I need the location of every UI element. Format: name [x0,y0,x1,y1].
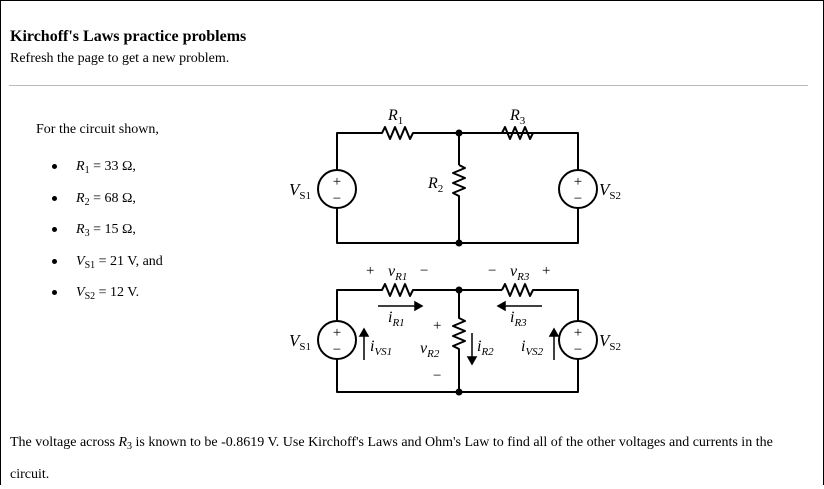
bottom-wire [337,207,578,243]
problem-statement: The voltage across $R_3$ is known to be -0.8619 V. Use Kirchoff's Laws and Ohm's Law to find all of the other voltages and currents in the circuit. [10,435,773,482]
param-value: = 12 V. [95,285,140,300]
param-subscript: 3 [84,228,90,239]
a-vs1-minus: − [332,342,342,358]
arrowhead-ivs2 [550,329,558,336]
param-symbol: R [76,159,85,174]
label-vr2: $v_{R2}$ [420,340,440,360]
param-symbol: V [76,285,85,300]
label-ir1: $i_{R1}$ [388,309,405,329]
arrowhead-ir1 [415,302,422,310]
a-label-vs1: $V_{S1}$ [289,331,312,353]
statement-symbol: R [118,435,128,450]
annotated-circuit-wires [318,284,597,392]
a-bottom-wire [337,359,578,392]
param-subscript: 1 [84,165,90,176]
label-r3: $R_3$ [510,107,526,127]
param-subscript: S1 [84,259,96,271]
vs2-plus: + [573,174,583,190]
vr1-plus: + [366,263,375,279]
vr2-minus: − [433,368,442,384]
param-symbol: V [76,253,85,269]
node-bottom [456,240,463,247]
param-symbol: R [76,222,85,237]
arrowhead-ir2 [468,357,476,364]
param-value: = 21 V, and [95,253,163,269]
problem-intro: For the circuit shown, [36,122,159,137]
param-value: = 15 Ω, [89,222,136,237]
label-ivs1: $i_{VS1}$ [370,338,393,358]
page-title: Kirchoff's Laws practice problems [10,28,247,45]
vs2-minus: − [573,191,583,207]
vr2-plus: + [433,318,442,334]
label-vs1: $V_{S1}$ [289,180,312,202]
page-subtitle: Refresh the page to get a new problem. [10,51,230,66]
param-subscript: 2 [84,196,90,208]
a-vs1-plus: + [332,325,342,341]
label-vs2: $V_{S2}$ [599,180,622,202]
a-label-vs2: $V_{S2}$ [599,331,622,353]
label-r2: $R_2$ [428,175,444,195]
label-ivs2: $i_{VS2}$ [521,338,544,358]
resistor-r2 [453,165,465,243]
a-node-top [456,287,463,294]
param-symbol: R [76,190,85,206]
param-value: = 68 Ω, [89,190,136,206]
label-ir3: $i_{R3}$ [510,309,527,329]
circuit-wires [318,127,597,243]
param-subscript: S2 [84,291,96,302]
label-vr3: $v_{R3}$ [510,263,530,283]
node-top [456,130,463,137]
label-vr1: $v_{R1}$ [388,263,408,283]
statement-subscript: 3 [127,441,133,452]
label-r1: $R_1$ [388,107,404,127]
a-vs2-plus: + [573,325,583,341]
a-vs2-minus: − [573,342,583,358]
a-resistor-r2 [453,290,465,392]
label-ir2: $i_{R2}$ [477,338,494,358]
arrowhead-ivs1 [360,329,368,336]
a-node-bottom [456,389,463,396]
param-value: = 33 Ω, [89,159,136,174]
vs1-minus: − [332,191,342,207]
vs1-plus: + [332,174,342,190]
arrowhead-ir3 [498,302,505,310]
vr1-minus: − [420,263,429,279]
vr3-plus: + [542,263,551,279]
a-top-wire-left [337,284,502,321]
vr3-minus: − [488,263,497,279]
